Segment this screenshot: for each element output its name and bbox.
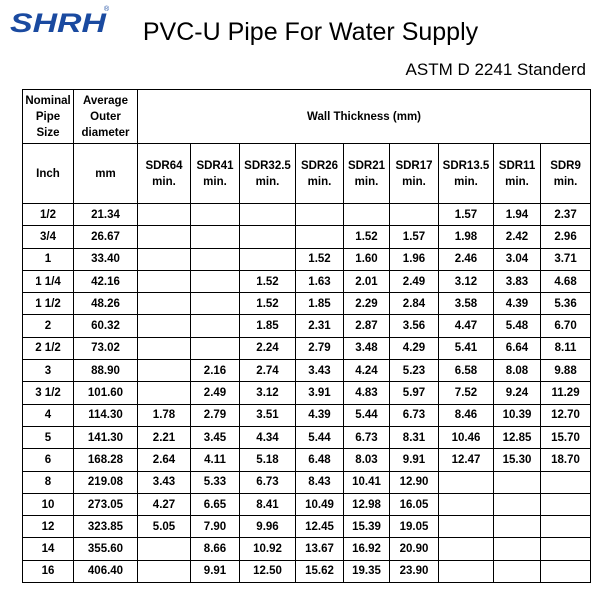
wall-thickness-cell: 10.92	[240, 538, 296, 560]
wall-thickness-cell	[240, 226, 296, 248]
wall-thickness-cell: 12.85	[494, 426, 541, 448]
wall-thickness-cell: 5.33	[191, 471, 240, 493]
nominal-size-cell: 12	[23, 516, 74, 538]
table-row	[23, 337, 591, 359]
outer-diameter-cell: 141.30	[74, 426, 138, 448]
wall-thickness-cell	[494, 560, 541, 582]
wall-thickness-cell	[191, 337, 240, 359]
wall-thickness-cell: 5.18	[240, 449, 296, 471]
brand-logo-text: SHRH	[10, 8, 107, 36]
nominal-size-cell: 5	[23, 426, 74, 448]
wall-thickness-cell: 6.58	[439, 360, 494, 382]
nominal-size-cell: 10	[23, 493, 74, 515]
wall-thickness-cell: 5.48	[494, 315, 541, 337]
wall-thickness-cell: 1.52	[240, 293, 296, 315]
outer-diameter-cell: 21.34	[74, 204, 138, 226]
wall-thickness-cell: 2.29	[344, 293, 390, 315]
sdr-sub: min.	[402, 175, 426, 188]
wall-thickness-cell: 4.83	[344, 382, 390, 404]
outer-diameter-cell: 60.32	[74, 315, 138, 337]
wall-thickness-cell	[191, 226, 240, 248]
nominal-size-cell: 1	[23, 248, 74, 270]
table-body	[23, 204, 591, 583]
wall-thickness-cell	[138, 360, 191, 382]
wall-thickness-cell: 3.04	[494, 248, 541, 270]
wall-thickness-cell: 8.46	[439, 404, 494, 426]
wall-thickness-cell: 5.44	[344, 404, 390, 426]
wall-thickness-cell: 8.03	[344, 449, 390, 471]
wall-thickness-cell	[390, 204, 439, 226]
wall-thickness-cell: 4.68	[541, 270, 591, 292]
col-header-wall-thickness: Wall Thickness (mm)	[138, 90, 591, 144]
wall-thickness-cell: 3.51	[240, 404, 296, 426]
table-row	[23, 248, 591, 270]
wall-thickness-cell: 1.52	[296, 248, 344, 270]
outer-diameter-cell: 406.40	[74, 560, 138, 582]
wall-thickness-cell: 10.39	[494, 404, 541, 426]
wall-thickness-cell	[344, 204, 390, 226]
wall-thickness-cell	[240, 204, 296, 226]
wall-thickness-cell: 19.35	[344, 560, 390, 582]
sdr-header	[138, 144, 191, 204]
pipe-spec-table	[22, 89, 591, 583]
wall-thickness-cell: 1.98	[439, 226, 494, 248]
sdr-name: SDR26	[300, 159, 339, 172]
wall-thickness-cell: 1.63	[296, 270, 344, 292]
outer-diameter-cell: 168.28	[74, 449, 138, 471]
wall-thickness-cell: 1.96	[390, 248, 439, 270]
wall-thickness-cell: 2.79	[191, 404, 240, 426]
wall-thickness-cell	[439, 516, 494, 538]
table-row	[23, 404, 591, 426]
wall-thickness-cell: 6.48	[296, 449, 344, 471]
table-row	[23, 426, 591, 448]
wall-thickness-cell: 19.05	[390, 516, 439, 538]
wall-thickness-cell: 18.70	[541, 449, 591, 471]
wall-thickness-cell: 2.31	[296, 315, 344, 337]
wall-thickness-cell: 2.84	[390, 293, 439, 315]
wall-thickness-cell: 11.29	[541, 382, 591, 404]
sdr-header	[541, 144, 591, 204]
wall-thickness-cell: 2.49	[390, 270, 439, 292]
wall-thickness-cell: 2.24	[240, 337, 296, 359]
wall-thickness-cell: 3.43	[138, 471, 191, 493]
wall-thickness-cell	[541, 493, 591, 515]
outer-diameter-cell: 26.67	[74, 226, 138, 248]
outer-diameter-cell: 101.60	[74, 382, 138, 404]
sdr-name: SDR64	[145, 159, 183, 172]
nominal-size-cell: 1/2	[23, 204, 74, 226]
wall-thickness-cell	[541, 538, 591, 560]
wall-thickness-cell: 15.39	[344, 516, 390, 538]
wall-thickness-cell	[439, 538, 494, 560]
wall-thickness-cell	[494, 516, 541, 538]
wall-thickness-cell	[439, 560, 494, 582]
sdr-header	[390, 144, 439, 204]
wall-thickness-cell	[240, 248, 296, 270]
wall-thickness-cell: 6.65	[191, 493, 240, 515]
table-row	[23, 293, 591, 315]
wall-thickness-cell	[138, 270, 191, 292]
outer-diameter-cell: 42.16	[74, 270, 138, 292]
outer-diameter-cell: 323.85	[74, 516, 138, 538]
nominal-size-cell: 14	[23, 538, 74, 560]
wall-thickness-cell: 1.94	[494, 204, 541, 226]
wall-thickness-cell: 4.27	[138, 493, 191, 515]
wall-thickness-cell: 8.66	[191, 538, 240, 560]
unit-inch: Inch	[23, 144, 74, 204]
wall-thickness-cell: 2.46	[439, 248, 494, 270]
sdr-sub: min.	[354, 175, 379, 188]
wall-thickness-cell: 3.56	[390, 315, 439, 337]
outer-diameter-cell: 219.08	[74, 471, 138, 493]
wall-thickness-cell: 12.70	[541, 404, 591, 426]
wall-thickness-cell	[494, 493, 541, 515]
wall-thickness-cell: 3.91	[296, 382, 344, 404]
wall-thickness-cell: 4.24	[344, 360, 390, 382]
table-row	[23, 449, 591, 471]
wall-thickness-cell: 2.64	[138, 449, 191, 471]
wall-thickness-cell: 5.44	[296, 426, 344, 448]
wall-thickness-cell: 4.29	[390, 337, 439, 359]
wall-thickness-cell: 12.47	[439, 449, 494, 471]
table-row	[23, 560, 591, 582]
wall-thickness-cell: 1.78	[138, 404, 191, 426]
outer-diameter-cell: 88.90	[74, 360, 138, 382]
sdr-sub: min.	[553, 175, 578, 188]
sdr-name: SDR41	[196, 159, 234, 172]
wall-thickness-cell: 6.73	[390, 404, 439, 426]
wall-thickness-cell: 13.67	[296, 538, 344, 560]
wall-thickness-cell: 2.49	[191, 382, 240, 404]
wall-thickness-cell: 4.39	[494, 293, 541, 315]
wall-thickness-cell: 4.39	[296, 404, 344, 426]
table-row	[23, 516, 591, 538]
sdr-header	[191, 144, 240, 204]
wall-thickness-cell: 8.31	[390, 426, 439, 448]
table-row	[23, 360, 591, 382]
wall-thickness-cell: 1.85	[240, 315, 296, 337]
wall-thickness-cell: 9.96	[240, 516, 296, 538]
wall-thickness-cell	[494, 538, 541, 560]
wall-thickness-cell	[138, 538, 191, 560]
wall-thickness-cell: 1.52	[344, 226, 390, 248]
wall-thickness-cell: 2.74	[240, 360, 296, 382]
wall-thickness-cell: 2.87	[344, 315, 390, 337]
wall-thickness-cell	[191, 204, 240, 226]
wall-thickness-cell	[541, 560, 591, 582]
wall-thickness-cell: 10.46	[439, 426, 494, 448]
wall-thickness-cell	[191, 315, 240, 337]
wall-thickness-cell: 15.30	[494, 449, 541, 471]
wall-thickness-cell	[138, 226, 191, 248]
wall-thickness-cell: 6.64	[494, 337, 541, 359]
sdr-header	[494, 144, 541, 204]
wall-thickness-cell: 3.12	[439, 270, 494, 292]
wall-thickness-cell: 8.41	[240, 493, 296, 515]
wall-thickness-cell	[138, 204, 191, 226]
wall-thickness-cell	[191, 293, 240, 315]
sdr-sub: min.	[454, 175, 478, 188]
wall-thickness-cell	[138, 293, 191, 315]
wall-thickness-cell	[138, 337, 191, 359]
wall-thickness-cell: 9.91	[191, 560, 240, 582]
wall-thickness-cell: 12.45	[296, 516, 344, 538]
outer-diameter-cell: 33.40	[74, 248, 138, 270]
nominal-size-cell: 1 1/4	[23, 270, 74, 292]
wall-thickness-cell: 5.97	[390, 382, 439, 404]
wall-thickness-cell: 16.05	[390, 493, 439, 515]
wall-thickness-cell: 15.70	[541, 426, 591, 448]
wall-thickness-cell: 2.37	[541, 204, 591, 226]
wall-thickness-cell	[296, 204, 344, 226]
wall-thickness-cell: 12.50	[240, 560, 296, 582]
outer-diameter-cell: 355.60	[74, 538, 138, 560]
wall-thickness-cell: 2.42	[494, 226, 541, 248]
wall-thickness-cell	[138, 315, 191, 337]
wall-thickness-cell: 5.41	[439, 337, 494, 359]
page-title: PVC-U Pipe For Water Supply	[142, 18, 479, 46]
wall-thickness-cell	[138, 248, 191, 270]
wall-thickness-cell	[439, 493, 494, 515]
wall-thickness-cell	[191, 248, 240, 270]
wall-thickness-cell: 3.71	[541, 248, 591, 270]
sdr-sub: min.	[505, 175, 529, 188]
wall-thickness-cell: 23.90	[390, 560, 439, 582]
wall-thickness-cell: 8.11	[541, 337, 591, 359]
wall-thickness-cell: 15.62	[296, 560, 344, 582]
wall-thickness-cell: 16.92	[344, 538, 390, 560]
wall-thickness-cell: 12.90	[390, 471, 439, 493]
wall-thickness-cell: 9.24	[494, 382, 541, 404]
wall-thickness-cell: 10.41	[344, 471, 390, 493]
table-row	[23, 204, 591, 226]
wall-thickness-cell: 2.79	[296, 337, 344, 359]
wall-thickness-cell: 4.11	[191, 449, 240, 471]
wall-thickness-cell: 5.05	[138, 516, 191, 538]
nominal-size-cell: 16	[23, 560, 74, 582]
wall-thickness-cell: 1.57	[390, 226, 439, 248]
wall-thickness-cell	[296, 226, 344, 248]
wall-thickness-cell	[541, 471, 591, 493]
table-row	[23, 270, 591, 292]
wall-thickness-cell: 5.23	[390, 360, 439, 382]
wall-thickness-cell: 3.12	[240, 382, 296, 404]
wall-thickness-cell: 10.49	[296, 493, 344, 515]
nominal-size-cell: 6	[23, 449, 74, 471]
nominal-size-cell: 2 1/2	[23, 337, 74, 359]
sdr-name: SDR9	[550, 159, 581, 172]
wall-thickness-cell: 7.90	[191, 516, 240, 538]
table-row	[23, 382, 591, 404]
sdr-sub: min.	[255, 175, 280, 188]
table-row	[23, 315, 591, 337]
wall-thickness-cell: 6.70	[541, 315, 591, 337]
sdr-header	[296, 144, 344, 204]
outer-diameter-cell: 114.30	[74, 404, 138, 426]
wall-thickness-cell: 6.73	[344, 426, 390, 448]
nominal-size-cell: 1 1/2	[23, 293, 74, 315]
nominal-size-cell: 3/4	[23, 226, 74, 248]
sdr-sub: min.	[203, 175, 227, 188]
wall-thickness-cell: 2.96	[541, 226, 591, 248]
nominal-size-cell: 3	[23, 360, 74, 382]
table-row	[23, 471, 591, 493]
nominal-size-cell: 3 1/2	[23, 382, 74, 404]
wall-thickness-cell	[494, 471, 541, 493]
nominal-size-cell: 2	[23, 315, 74, 337]
col-header-nominal-size: Nominal Pipe Size	[23, 90, 74, 144]
sdr-name: SDR32.5	[244, 159, 291, 172]
sdr-header	[439, 144, 494, 204]
outer-diameter-cell: 48.26	[74, 293, 138, 315]
table-row	[23, 226, 591, 248]
sdr-name: SDR21	[347, 159, 386, 172]
outer-diameter-cell: 273.05	[74, 493, 138, 515]
wall-thickness-cell: 3.83	[494, 270, 541, 292]
wall-thickness-cell: 2.01	[344, 270, 390, 292]
wall-thickness-cell	[138, 382, 191, 404]
standard-label: ASTM D 2241 Standerd	[405, 60, 586, 79]
wall-thickness-cell: 2.16	[191, 360, 240, 382]
wall-thickness-cell: 1.60	[344, 248, 390, 270]
registered-mark: ®	[104, 6, 110, 13]
sdr-sub: min.	[307, 175, 332, 188]
sdr-name: SDR17	[395, 159, 433, 172]
wall-thickness-cell: 2.21	[138, 426, 191, 448]
sdr-name: SDR13.5	[442, 159, 490, 172]
wall-thickness-cell: 3.48	[344, 337, 390, 359]
sdr-header	[344, 144, 390, 204]
wall-thickness-cell: 3.58	[439, 293, 494, 315]
table-row	[23, 493, 591, 515]
wall-thickness-cell: 9.88	[541, 360, 591, 382]
wall-thickness-cell: 4.34	[240, 426, 296, 448]
unit-mm: mm	[74, 144, 138, 204]
outer-diameter-cell: 73.02	[74, 337, 138, 359]
wall-thickness-cell: 1.52	[240, 270, 296, 292]
wall-thickness-cell	[439, 471, 494, 493]
wall-thickness-cell: 5.36	[541, 293, 591, 315]
wall-thickness-cell: 4.47	[439, 315, 494, 337]
sdr-name: SDR11	[498, 159, 536, 172]
wall-thickness-cell: 12.98	[344, 493, 390, 515]
wall-thickness-cell: 20.90	[390, 538, 439, 560]
wall-thickness-cell: 8.08	[494, 360, 541, 382]
wall-thickness-cell: 8.43	[296, 471, 344, 493]
wall-thickness-cell	[191, 270, 240, 292]
nominal-size-cell: 4	[23, 404, 74, 426]
wall-thickness-cell: 1.85	[296, 293, 344, 315]
wall-thickness-cell: 1.57	[439, 204, 494, 226]
col-header-outer-diameter: Average Outer diameter	[74, 90, 138, 144]
sdr-header	[240, 144, 296, 204]
nominal-size-cell: 8	[23, 471, 74, 493]
wall-thickness-cell: 3.45	[191, 426, 240, 448]
table-row	[23, 538, 591, 560]
wall-thickness-cell	[138, 560, 191, 582]
wall-thickness-cell: 3.43	[296, 360, 344, 382]
sdr-sub: min.	[152, 175, 176, 188]
wall-thickness-cell: 9.91	[390, 449, 439, 471]
wall-thickness-cell: 6.73	[240, 471, 296, 493]
wall-thickness-cell: 7.52	[439, 382, 494, 404]
wall-thickness-cell	[541, 516, 591, 538]
